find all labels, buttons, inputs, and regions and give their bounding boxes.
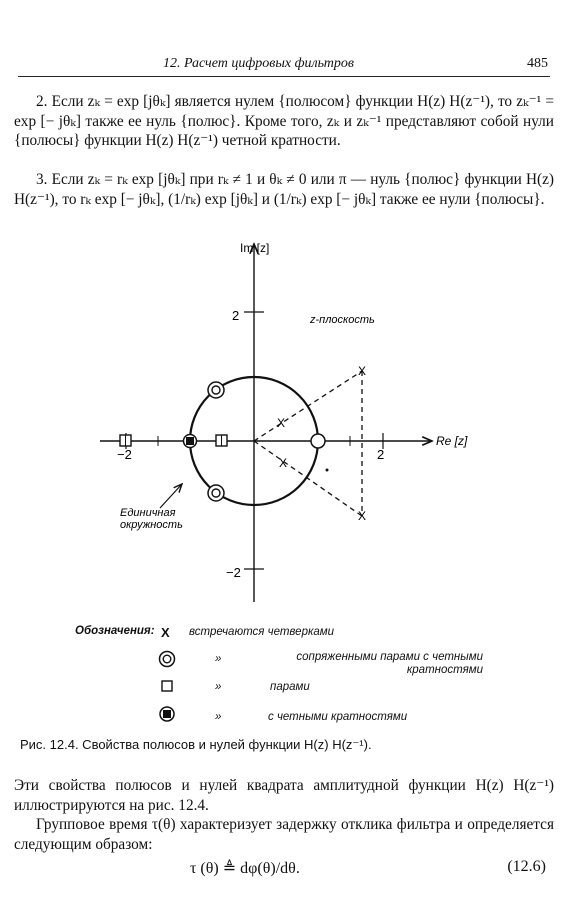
legend-row1-text: сопряженными парами с четными кратностями: [296, 651, 483, 676]
item-3-text: 3. Если zₖ = rₖ exp [jθₖ] при rₖ ≠ 1 и θₖ ≠ 0 или π — нуль {полюс} функции H(z) H(z⁻¹), то rₖ exp [− jθₖ], (1/rₖ) exp [jθₖ] и (1/rₖ) exp [− jθₖ] также ее нули {полюсы}.: [14, 171, 554, 208]
filled-marker-neg1: [184, 435, 197, 448]
equation-number: (12.6): [507, 858, 546, 875]
circle-label-arrow: [160, 484, 182, 508]
page-number: 485: [527, 56, 548, 71]
y-tick-label-2: 2: [232, 308, 240, 323]
item-2-text: 2. Если zₖ = exp [jθₖ] является нулем {полюсом} функции H(z) H(z⁻¹), то zₖ⁻¹ = exp [− jθₖ] также ее нуль {полюс}. Кроме того, zₖ и zₖ⁻¹ представляют собой нули {полюсы} функции H(z) H(z⁻¹) четной кратности.: [14, 93, 554, 149]
quad-x-marker: X: [279, 456, 288, 470]
y-axis-label: Im [z]: [240, 241, 270, 255]
legend-ditto: »: [215, 711, 222, 723]
circle-label-line1: Единичная: [120, 507, 176, 519]
square-marker-left: [120, 435, 131, 446]
open-circle-marker-pos1: [311, 434, 325, 448]
double-circle-marker-lower: [208, 485, 224, 501]
square-marker-right: [216, 435, 227, 446]
legend-ditto: »: [215, 681, 222, 693]
property-item-2: [14, 92, 554, 151]
x-tick-label-neg2: −2: [117, 447, 132, 462]
legend-x-text: встречаются четверками: [189, 626, 335, 638]
legend-double-circle-icon: [160, 652, 175, 667]
legend-row3-text: с четными кратностями: [268, 711, 408, 723]
running-header: [18, 56, 550, 77]
dashed-ray-upper: [254, 371, 362, 441]
legend-ditto: »: [215, 653, 222, 665]
quad-x-marker: X: [277, 416, 286, 430]
quad-x-marker: X: [358, 364, 367, 378]
circle-label-line2: окружность: [120, 519, 183, 531]
double-circle-marker-upper: [208, 382, 224, 398]
y-tick-label-neg2: −2: [226, 565, 241, 580]
chapter-title: 12. Расчет цифровых фильтров: [163, 56, 354, 71]
paragraph-after-figure: Эти свойства полюсов и нулей квадрата амплитудной функции H(z) H(z⁻¹) иллюстрируются на рис. 12.4.: [14, 777, 554, 814]
plane-label: z-плоскость: [310, 314, 375, 326]
legend-square-icon: [162, 681, 172, 691]
x-axis-label: Re [z]: [436, 434, 468, 448]
legend-heading: Обозначения:: [75, 625, 155, 637]
legend-symbols: [150, 648, 190, 728]
dashed-ray-lower: [254, 441, 362, 516]
formula-12-6: τ (θ) ≜ dφ(θ)/dθ.: [190, 860, 300, 877]
figure-caption: Рис. 12.4. Свойства полюсов и нулей функции H(z) H(z⁻¹).: [20, 737, 372, 752]
small-dot: [326, 469, 329, 472]
x-tick-label-2: 2: [377, 447, 385, 462]
legend-heading-row: [75, 625, 335, 640]
legend-filled-icon: [160, 707, 174, 721]
quad-x-marker: X: [358, 509, 367, 523]
paragraph-group-delay: Групповое время τ(θ) характеризует задержку отклика фильтра и определяется следующим образом:: [14, 816, 554, 853]
legend-row2-text: парами: [270, 681, 310, 693]
legend-x-symbol: X: [161, 625, 170, 640]
property-item-3: [14, 170, 554, 209]
